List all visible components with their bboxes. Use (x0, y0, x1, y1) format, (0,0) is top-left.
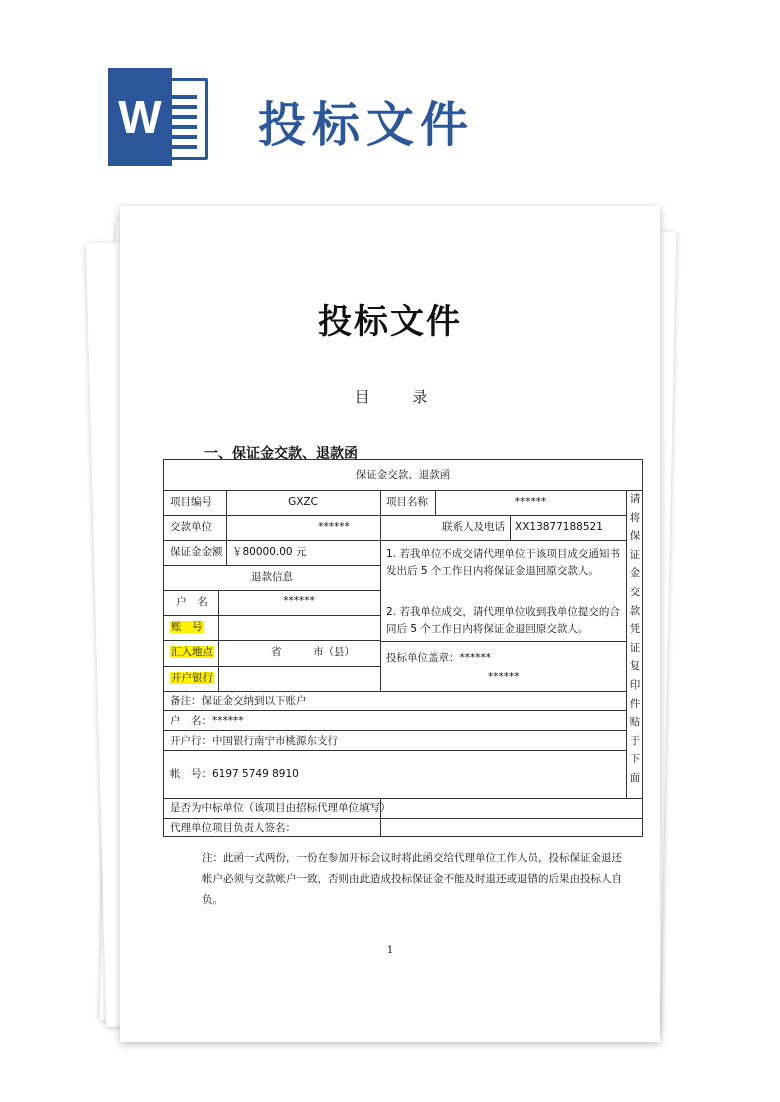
refund-clause-2: 2. 若我单位成交，请代理单位收到我单位提交的合同后 5 个工作日内将保证金退回原交款人。 (386, 606, 620, 635)
footnote: 注：此函一式两份，一份在参加开标会议时将此函交给代理单位工作人员，投标保证金退还帐户必须与交款帐户一致，否则由此造成投标保证金不能及时退还或退错的后果由投标人自负。 (202, 852, 622, 906)
remark-account-no: 帐 号：6197 5749 8910 (170, 768, 299, 780)
contact-value: XX13877188521 (515, 521, 603, 533)
refund-clause-1: 1. 若我单位不成交请代理单位于该项目成交通知书发出后 5 个工作日内将保证金退回原交款人。 (386, 548, 620, 577)
remark-bank: 开户行：中国银行南宁市桃源东支行 (170, 735, 338, 747)
refund-info-label: 退款信息 (251, 571, 293, 583)
page-number: 1 (386, 945, 394, 956)
project-name-value: ****** (514, 496, 547, 508)
deposit-form-table (163, 459, 643, 837)
remit-place-value: 省 市（县） (271, 646, 355, 658)
page-header (108, 68, 708, 178)
word-letter: W (108, 68, 172, 166)
project-no-value: GXZC (288, 496, 318, 508)
remit-place-label: 汇入地点 (171, 646, 213, 658)
header-title: 投标文件 (258, 97, 475, 153)
side-note: 请将保证金交款凭证复印件贴于下面 (629, 493, 641, 784)
contact-label: 联系人及电话 (442, 521, 505, 533)
agent-sign-label: 代理单位项目负责人签名： (170, 822, 296, 834)
toc-heading: 目 录 (354, 388, 440, 406)
section-heading: 一、保证金交款、退款函 (204, 446, 358, 462)
account-name-value: ****** (283, 595, 315, 607)
project-name-label: 项目名称 (386, 496, 428, 508)
account-name-label: 户 名 (176, 596, 208, 608)
payer-label: 交款单位 (170, 521, 212, 533)
winner-label: 是否为中标单位（该项目由招标代理单位填写） (170, 802, 391, 814)
remark: 备注：保证金交纳到以下账户 (170, 695, 307, 707)
payer-value: ****** (318, 521, 350, 533)
form-caption: 保证金交款、退款函 (355, 469, 451, 481)
amount-label: 保证金金额 (170, 546, 223, 558)
project-no-label: 项目编号 (170, 496, 212, 508)
amount-value: ￥80000.00 元 (232, 546, 307, 558)
seal-value: ****** (488, 671, 520, 683)
document-title: 投标文件 (318, 302, 462, 342)
seal-label: 投标单位盖章：****** (386, 652, 491, 664)
document-page (120, 206, 660, 1042)
word-icon (108, 68, 208, 166)
account-no-label: 账 号 (171, 621, 203, 633)
remark-account-name: 户 名：****** (170, 715, 244, 727)
bank-label: 开户银行 (171, 672, 213, 684)
